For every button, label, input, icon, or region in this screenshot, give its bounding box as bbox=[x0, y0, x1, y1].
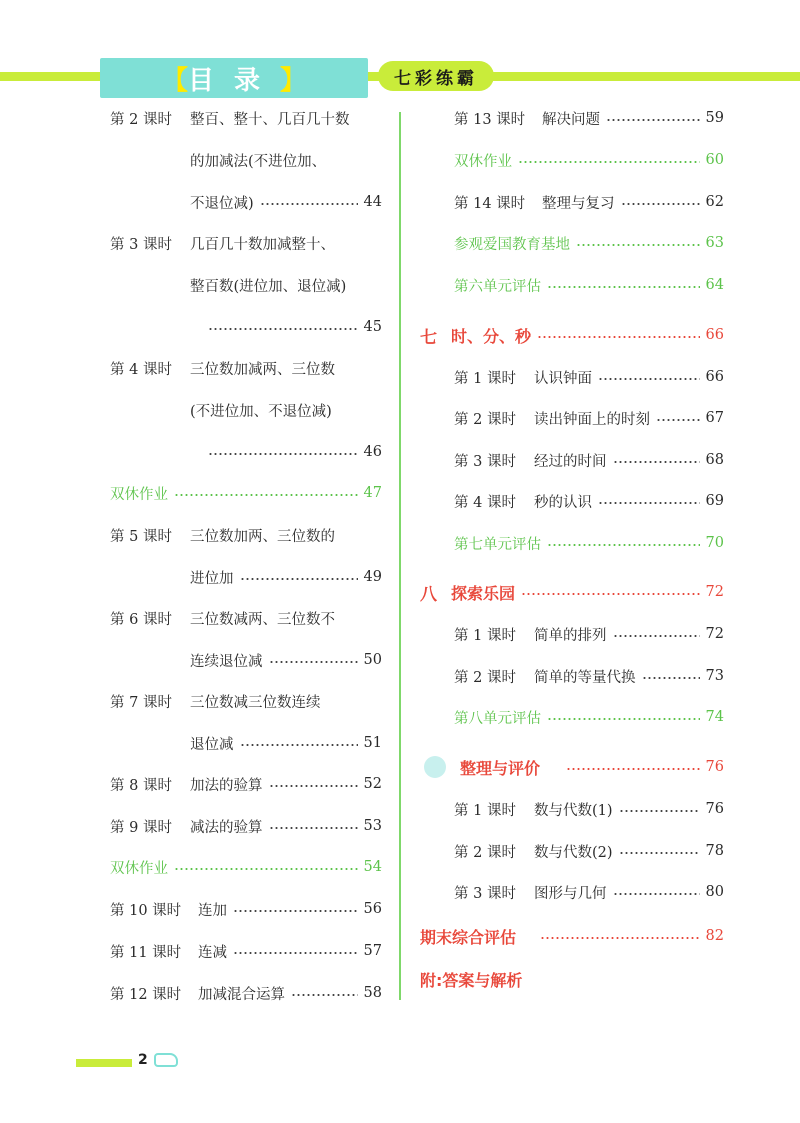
toc-entry[interactable] bbox=[454, 188, 724, 216]
page-number: 68 bbox=[705, 452, 724, 468]
leader-dots bbox=[547, 718, 700, 720]
lesson-number: 第 2 课时 bbox=[454, 844, 516, 861]
leader-dots bbox=[240, 578, 358, 580]
page-number: 73 bbox=[705, 668, 724, 684]
lesson-number: 第 4 课时 bbox=[110, 361, 172, 378]
page-number: 47 bbox=[363, 485, 382, 501]
toc-entry-homework[interactable] bbox=[454, 146, 724, 174]
unit-title: 探索乐园 bbox=[451, 583, 516, 603]
unit-number: 八 bbox=[420, 584, 437, 605]
page-number: 59 bbox=[705, 110, 724, 126]
toc-entry[interactable] bbox=[110, 104, 382, 132]
toc-entry-continuation bbox=[110, 729, 382, 757]
toc-entry-continuation bbox=[110, 188, 382, 216]
lesson-topic: 简单的等量代换 bbox=[534, 669, 636, 686]
page-number: 66 bbox=[705, 369, 724, 385]
leader-dots bbox=[208, 453, 358, 455]
footer-bar bbox=[76, 1059, 132, 1067]
lesson-topic: (不进位加、不退位减) bbox=[190, 403, 332, 420]
toc-entry-assessment[interactable] bbox=[454, 529, 724, 557]
toc-unit-heading[interactable] bbox=[420, 578, 724, 606]
lesson-topic: 经过的时间 bbox=[534, 453, 607, 470]
toc-title-box bbox=[100, 58, 368, 98]
page-number: 50 bbox=[363, 652, 382, 668]
lesson-number: 第 10 课时 bbox=[110, 902, 182, 919]
page-number: 44 bbox=[363, 194, 382, 210]
page-number: 49 bbox=[363, 569, 382, 585]
homework-label: 双休作业 bbox=[454, 153, 512, 170]
leader-dots bbox=[598, 378, 700, 380]
column-divider bbox=[399, 112, 401, 1000]
toc-entry[interactable] bbox=[454, 446, 724, 474]
leader-dots bbox=[576, 244, 700, 246]
lesson-topic: 不退位减) bbox=[190, 195, 254, 212]
lesson-number: 第 2 课时 bbox=[454, 411, 516, 428]
page-title: 目录 bbox=[187, 65, 280, 96]
toc-entry[interactable] bbox=[110, 770, 382, 798]
toc-entry-homework[interactable] bbox=[110, 479, 382, 507]
toc-entry[interactable] bbox=[110, 521, 382, 549]
page-number: 69 bbox=[705, 493, 724, 509]
toc-unit-heading[interactable] bbox=[454, 753, 724, 781]
book-icon bbox=[154, 1053, 178, 1067]
page-number: 53 bbox=[363, 818, 382, 834]
lesson-topic: 三位数减三位数连续 bbox=[190, 694, 321, 711]
lesson-number: 第 7 课时 bbox=[110, 694, 172, 711]
page-number: 58 bbox=[363, 985, 382, 1001]
page-number: 46 bbox=[363, 444, 382, 460]
lesson-number: 第 2 课时 bbox=[454, 669, 516, 686]
leader-dots bbox=[619, 852, 700, 854]
page-number: 76 bbox=[705, 801, 724, 817]
toc-entry[interactable] bbox=[110, 354, 382, 382]
lesson-topic: 加减混合运算 bbox=[198, 986, 285, 1003]
lesson-topic: 退位减 bbox=[190, 736, 234, 753]
toc-entry[interactable] bbox=[110, 895, 382, 923]
leader-dots bbox=[540, 937, 700, 939]
lesson-topic: 数与代数(1) bbox=[534, 802, 613, 819]
activity-label: 参观爱国教育基地 bbox=[454, 236, 570, 253]
leader-dots bbox=[656, 419, 700, 421]
leader-dots bbox=[598, 502, 700, 504]
lesson-topic: 加法的验算 bbox=[190, 777, 263, 794]
page-number: 51 bbox=[363, 735, 382, 751]
page-number: 72 bbox=[705, 626, 724, 642]
lesson-number: 第 1 课时 bbox=[454, 627, 516, 644]
lesson-number: 第 12 课时 bbox=[110, 986, 182, 1003]
page-number: 66 bbox=[705, 327, 724, 343]
assessment-label: 第六单元评估 bbox=[454, 278, 541, 295]
final-assessment-label: 期末综合评估 bbox=[420, 927, 517, 947]
page-number: 64 bbox=[705, 277, 724, 293]
assessment-label: 第七单元评估 bbox=[454, 536, 541, 553]
leader-dots bbox=[233, 910, 358, 912]
lesson-number: 第 3 课时 bbox=[454, 453, 516, 470]
page-number: 70 bbox=[705, 535, 724, 551]
toc-entry-assessment[interactable] bbox=[454, 271, 724, 299]
page-number: 62 bbox=[705, 194, 724, 210]
lesson-number: 第 2 课时 bbox=[110, 111, 172, 128]
leader-dots bbox=[269, 661, 358, 663]
toc-entry-continuation bbox=[110, 396, 382, 424]
lesson-number: 第 4 课时 bbox=[454, 494, 516, 511]
page-number: 52 bbox=[363, 776, 382, 792]
toc-entry-homework[interactable] bbox=[110, 853, 382, 881]
toc-entry-continuation bbox=[110, 438, 382, 466]
lesson-topic: 连续退位减 bbox=[190, 653, 263, 670]
lesson-topic: 秒的认识 bbox=[534, 494, 592, 511]
leader-dots bbox=[619, 810, 700, 812]
unit-title: 整理与评价 bbox=[460, 758, 541, 778]
toc-entry[interactable] bbox=[454, 795, 724, 823]
lesson-topic: 减法的验算 bbox=[190, 819, 263, 836]
toc-final-assessment[interactable] bbox=[420, 922, 724, 950]
homework-label: 双休作业 bbox=[110, 486, 168, 503]
page-number: 76 bbox=[705, 759, 724, 775]
brand-badge: 七彩练霸 bbox=[378, 61, 494, 91]
lesson-number: 第 13 课时 bbox=[454, 111, 526, 128]
lesson-number: 第 8 课时 bbox=[110, 777, 172, 794]
page-number: 67 bbox=[705, 410, 724, 426]
leader-dots bbox=[260, 203, 358, 205]
page-number: 45 bbox=[363, 319, 382, 335]
leader-dots bbox=[547, 286, 700, 288]
lesson-topic: 连减 bbox=[198, 944, 227, 961]
toc-entry-activity[interactable] bbox=[454, 229, 724, 257]
toc-entry-continuation bbox=[110, 313, 382, 341]
page-number: 60 bbox=[705, 152, 724, 168]
lesson-topic: 三位数加两、三位数的 bbox=[190, 528, 335, 545]
leader-dots bbox=[566, 768, 700, 770]
page-number: 72 bbox=[705, 584, 724, 600]
toc-entry-continuation bbox=[110, 563, 382, 591]
toc-entry[interactable] bbox=[454, 620, 724, 648]
leader-dots bbox=[269, 785, 358, 787]
lesson-topic: 进位加 bbox=[190, 570, 234, 587]
leader-dots bbox=[174, 494, 358, 496]
toc-entry[interactable] bbox=[110, 229, 382, 257]
lesson-topic: 三位数加减两、三位数 bbox=[190, 361, 335, 378]
toc-entry-assessment[interactable] bbox=[454, 703, 724, 731]
leader-dots bbox=[547, 544, 700, 546]
lesson-number: 第 6 课时 bbox=[110, 611, 172, 628]
lesson-topic: 简单的排列 bbox=[534, 627, 607, 644]
toc-entry[interactable] bbox=[454, 363, 724, 391]
leader-dots bbox=[613, 461, 700, 463]
lesson-number: 第 14 课时 bbox=[454, 195, 526, 212]
lesson-topic: 读出钟面上的时刻 bbox=[534, 411, 650, 428]
page-number: 74 bbox=[705, 709, 724, 725]
lesson-topic: 三位数减两、三位数不 bbox=[190, 611, 335, 628]
toc-entry[interactable] bbox=[110, 937, 382, 965]
lesson-number: 第 5 课时 bbox=[110, 528, 172, 545]
title-bracket-left: 【 bbox=[161, 65, 188, 96]
lesson-number: 第 11 课时 bbox=[110, 944, 182, 961]
leader-dots bbox=[613, 635, 700, 637]
lesson-number: 第 3 课时 bbox=[110, 236, 172, 253]
leader-dots bbox=[642, 677, 700, 679]
lesson-number: 第 1 课时 bbox=[454, 370, 516, 387]
toc-appendix[interactable] bbox=[420, 965, 724, 993]
assessment-label: 第八单元评估 bbox=[454, 710, 541, 727]
lesson-topic: 认识钟面 bbox=[534, 370, 592, 387]
leader-dots bbox=[521, 593, 700, 595]
page-number: 78 bbox=[705, 843, 724, 859]
lesson-number: 第 3 课时 bbox=[454, 885, 516, 902]
lesson-topic: 整百、整十、几百几十数 bbox=[190, 111, 350, 128]
leader-dots bbox=[606, 119, 700, 121]
leader-dots bbox=[537, 336, 700, 338]
page-number: 63 bbox=[705, 235, 724, 251]
leader-dots bbox=[174, 868, 358, 870]
page-number: 56 bbox=[363, 901, 382, 917]
page-number: 57 bbox=[363, 943, 382, 959]
lesson-topic: 解决问题 bbox=[542, 111, 600, 128]
toc-unit-heading[interactable] bbox=[420, 321, 724, 349]
lesson-topic: 整理与复习 bbox=[542, 195, 615, 212]
lesson-topic: 的加减法(不进位加、 bbox=[190, 153, 327, 170]
leader-dots bbox=[269, 827, 358, 829]
leader-dots bbox=[208, 328, 358, 330]
appendix-label: 附:答案与解析 bbox=[420, 970, 523, 990]
leader-dots bbox=[240, 744, 358, 746]
leader-dots bbox=[291, 994, 358, 996]
toc-entry[interactable] bbox=[454, 487, 724, 515]
toc-entry[interactable] bbox=[454, 878, 724, 906]
toc-entry-continuation bbox=[110, 646, 382, 674]
toc-entry[interactable] bbox=[454, 404, 724, 432]
toc-entry[interactable] bbox=[110, 979, 382, 1007]
page-number: 82 bbox=[705, 928, 724, 944]
page-number: 54 bbox=[363, 859, 382, 875]
unit-number: 七 bbox=[420, 327, 437, 348]
leader-dots bbox=[621, 203, 700, 205]
toc-entry[interactable] bbox=[110, 604, 382, 632]
unit-title: 时、分、秒 bbox=[451, 326, 532, 346]
toc-entry[interactable] bbox=[110, 687, 382, 715]
lesson-topic: 连加 bbox=[198, 902, 227, 919]
lesson-number: 第 1 课时 bbox=[454, 802, 516, 819]
title-bracket-right: 】 bbox=[280, 65, 307, 96]
page-number: 80 bbox=[705, 884, 724, 900]
toc-entry[interactable] bbox=[454, 837, 724, 865]
toc-entry-continuation bbox=[110, 271, 382, 299]
toc-entry[interactable] bbox=[454, 662, 724, 690]
circle-bullet-icon bbox=[424, 756, 446, 778]
lesson-topic: 几百几十数加减整十、 bbox=[190, 236, 335, 253]
lesson-topic: 数与代数(2) bbox=[534, 844, 613, 861]
lesson-number: 第 9 课时 bbox=[110, 819, 172, 836]
lesson-topic: 整百数(进位加、退位减) bbox=[190, 278, 347, 295]
leader-dots bbox=[233, 952, 358, 954]
toc-entry-continuation bbox=[110, 146, 382, 174]
lesson-topic: 图形与几何 bbox=[534, 885, 607, 902]
toc-entry[interactable] bbox=[454, 104, 724, 132]
homework-label: 双休作业 bbox=[110, 860, 168, 877]
leader-dots bbox=[613, 893, 700, 895]
page-number-footer: 2 bbox=[138, 1052, 148, 1068]
leader-dots bbox=[518, 161, 700, 163]
toc-entry[interactable] bbox=[110, 812, 382, 840]
